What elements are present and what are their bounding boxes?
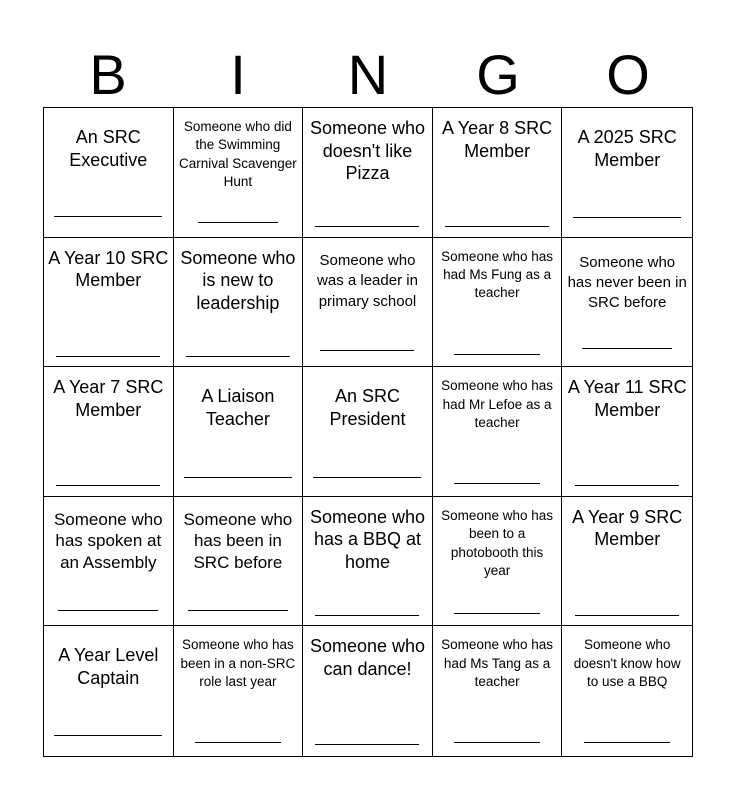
bingo-cell[interactable] xyxy=(562,108,692,238)
signature-line xyxy=(313,477,421,478)
signature-line xyxy=(198,222,278,223)
bingo-cell[interactable] xyxy=(174,497,304,627)
cell-text: Someone who has had Ms Fung as a teacher xyxy=(441,248,553,301)
bingo-cell[interactable] xyxy=(433,367,563,497)
cell-text: Someone who did the Swimming Carnival Scavenger Hunt xyxy=(178,119,297,190)
signature-line xyxy=(454,742,540,743)
signature-line xyxy=(184,477,292,478)
signature-line xyxy=(195,742,281,743)
signature-line xyxy=(315,744,419,745)
bingo-cell[interactable] xyxy=(44,626,174,756)
cell-text: A Year 9 SRC Member xyxy=(572,506,683,550)
bingo-header xyxy=(43,44,693,106)
bingo-cell[interactable] xyxy=(562,497,692,627)
cell-text: A Year 7 SRC Member xyxy=(53,377,164,420)
bingo-cell[interactable] xyxy=(44,108,174,238)
signature-line xyxy=(188,610,288,611)
signature-line xyxy=(56,356,160,357)
bingo-cell[interactable] xyxy=(303,626,433,756)
signature-line xyxy=(575,485,679,486)
cell-text: Someone who has been to a photobooth this year xyxy=(441,507,553,579)
signature-line xyxy=(454,354,540,355)
cell-text: An SRC President xyxy=(329,386,406,429)
cell-text: Someone who has been in a non-SRC role last year xyxy=(180,637,296,690)
bingo-cell[interactable] xyxy=(174,367,304,497)
cell-text: A Liaison Teacher xyxy=(201,386,275,429)
bingo-cell[interactable] xyxy=(174,108,304,238)
bingo-cell[interactable] xyxy=(44,497,174,627)
cell-text: Someone who can dance! xyxy=(309,636,426,679)
cell-text: Someone who was a leader in primary school xyxy=(317,251,418,310)
signature-line xyxy=(454,483,540,484)
signature-line xyxy=(54,216,162,217)
header-letter-i: I xyxy=(230,43,246,106)
cell-text: An SRC Executive xyxy=(69,127,148,170)
bingo-cell[interactable] xyxy=(303,367,433,497)
cell-text: A Year 10 SRC Member xyxy=(48,247,169,291)
bingo-cell[interactable] xyxy=(303,238,433,368)
bingo-cell[interactable] xyxy=(433,108,563,238)
bingo-cell[interactable] xyxy=(44,238,174,368)
signature-line xyxy=(445,226,549,227)
cell-text: A 2025 SRC Member xyxy=(577,127,677,170)
cell-text: Someone who has a BBQ at home xyxy=(309,506,426,572)
bingo-cell[interactable] xyxy=(562,367,692,497)
bingo-cell[interactable] xyxy=(303,108,433,238)
bingo-cell[interactable] xyxy=(433,626,563,756)
signature-line xyxy=(584,742,670,743)
bingo-cell[interactable] xyxy=(44,367,174,497)
cell-text: A Year Level Captain xyxy=(58,645,159,688)
header-letter-o: O xyxy=(606,43,650,106)
header-letter-b: B xyxy=(89,43,127,106)
signature-line xyxy=(582,348,672,349)
cell-text: A Year 8 SRC Member xyxy=(442,118,553,161)
signature-line xyxy=(186,356,290,357)
cell-text: Someone who is new to leadership xyxy=(180,247,296,313)
bingo-cell[interactable] xyxy=(174,626,304,756)
signature-line xyxy=(320,350,414,351)
bingo-cell[interactable] xyxy=(433,497,563,627)
bingo-cell[interactable] xyxy=(174,238,304,368)
cell-text: Someone who doesn't know how to use a BBQ xyxy=(573,637,681,690)
bingo-cell[interactable] xyxy=(433,238,563,368)
bingo-cell[interactable] xyxy=(303,497,433,627)
cell-text: Someone who has never been in SRC before xyxy=(567,253,687,311)
cell-text: Someone who has spoken at an Assembly xyxy=(53,509,163,572)
signature-line xyxy=(58,610,158,611)
signature-line xyxy=(56,485,160,486)
signature-line xyxy=(573,217,681,218)
cell-text: A Year 11 SRC Member xyxy=(567,377,687,420)
bingo-cell[interactable] xyxy=(562,626,692,756)
bingo-grid xyxy=(43,107,693,757)
signature-line xyxy=(315,226,419,227)
signature-line xyxy=(54,735,162,736)
header-letter-g: G xyxy=(476,43,520,106)
cell-text: Someone who has had Mr Lefoe as a teacher xyxy=(441,378,553,430)
signature-line xyxy=(315,615,419,616)
signature-line xyxy=(575,615,679,616)
header-letter-n: N xyxy=(347,43,389,106)
bingo-cell[interactable] xyxy=(562,238,692,368)
cell-text: Someone who doesn't like Pizza xyxy=(309,118,426,183)
signature-line xyxy=(454,613,540,614)
cell-text: Someone who has had Ms Tang as a teacher xyxy=(441,637,553,690)
cell-text: Someone who has been in SRC before xyxy=(183,509,293,572)
